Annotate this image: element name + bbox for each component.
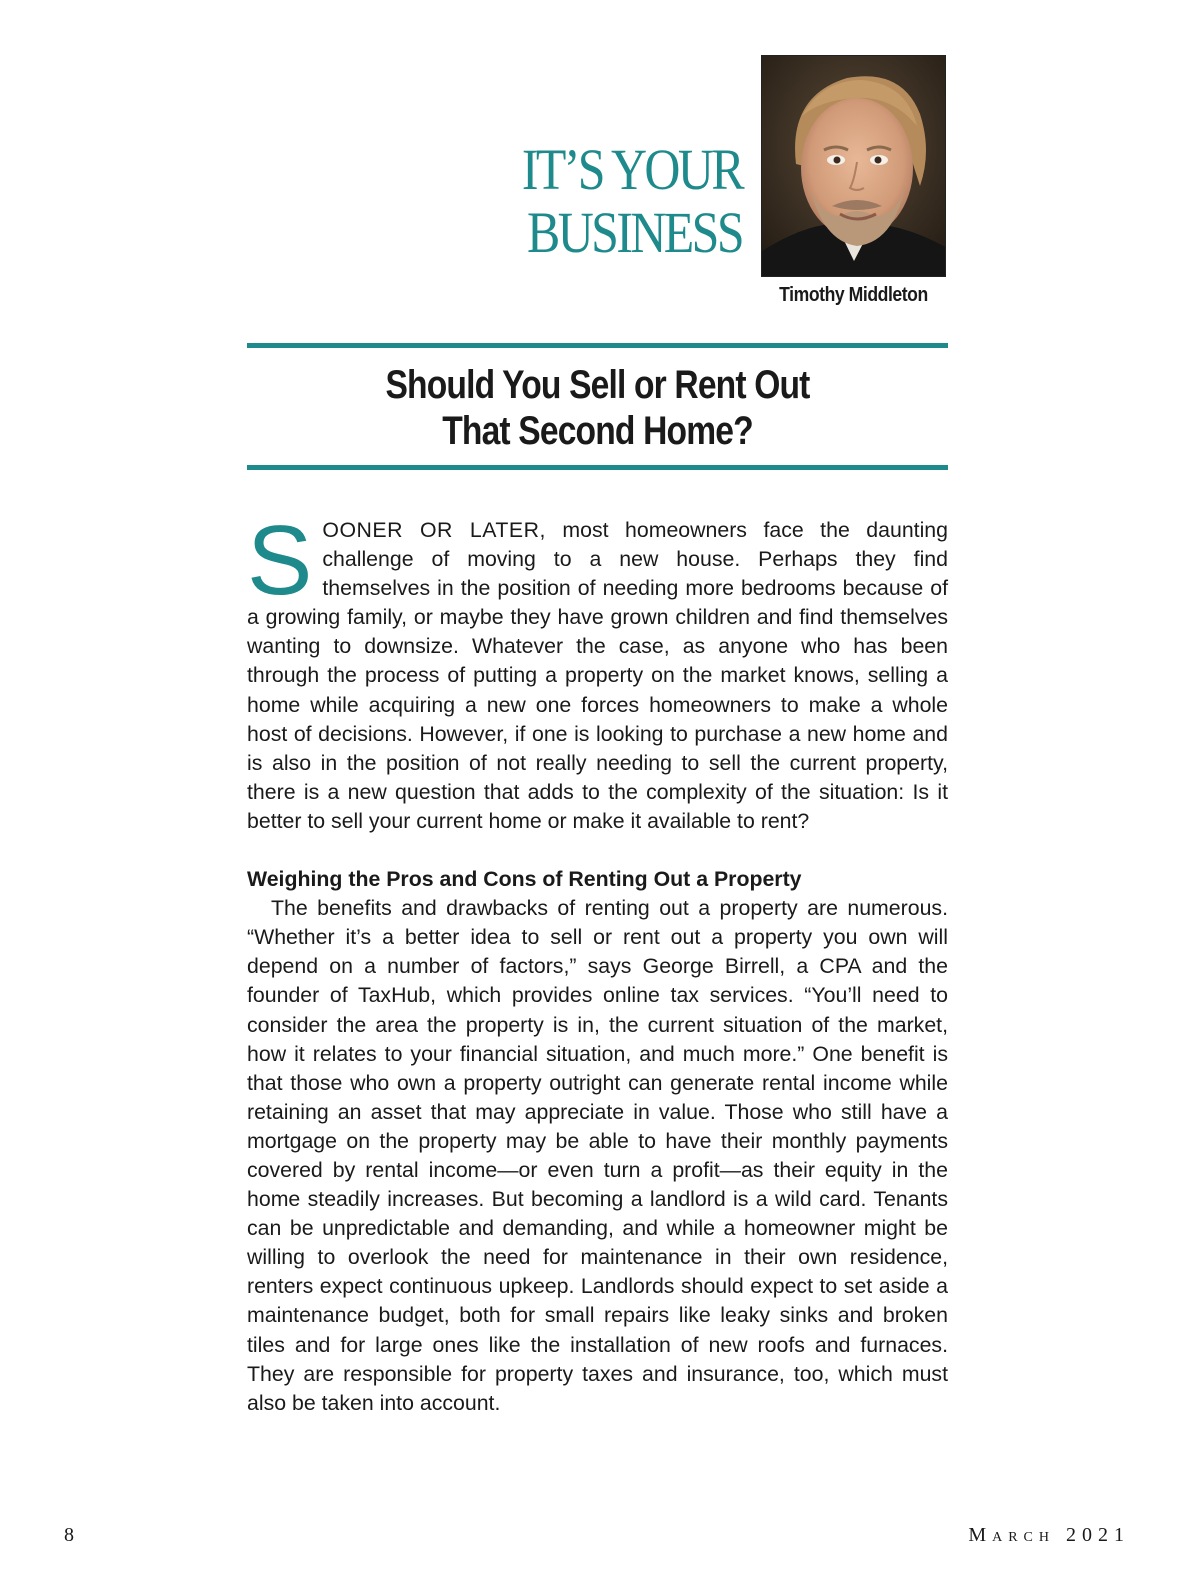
article-subhead: Weighing the Pros and Cons of Renting Out a Property (247, 867, 802, 892)
author-photo (761, 55, 946, 277)
column-title (522, 138, 742, 264)
article-paragraph-1 (247, 505, 948, 836)
column-title-line1: IT’S YOUR (521, 137, 742, 202)
column-title-line2: BUSINESS (527, 200, 742, 265)
headline-top-rule (247, 343, 948, 348)
lead-words: OONER OR LATER, (322, 518, 546, 542)
article-headline (247, 362, 948, 454)
headline-bottom-rule (247, 465, 948, 470)
drop-cap: S (247, 505, 313, 615)
article-paragraph-2: The benefits and drawbacks of renting out a property are numerous. “Whether it’s a better idea to sell or rent out a property you own will depend on a number of factors,” says George Birrell, a CPA and the founder of TaxHub, which provides online tax services. “You’ll need to consider the area the property is in, the current situation of the market, how it relates to your financial situation, and much more.” One benefit is that those who own a property outright can generate rental income while retaining an asset that may appreciate in value. Those who still have a mortgage on the property may be able to have their monthly payments covered by rental income—or even turn a profit—as their equity in the home steadily increases. But becoming a landlord is a wild card. Tenants can be unpredictable and demanding, and while a homeowner might be willing to overlook the need for maintenance in their own residence, renters expect continuous upkeep. Landlords should expect to set aside a maintenance budget, both for small repairs like leaky sinks and broken tiles and for large ones like the installation of new roofs and furnaces. They are responsible for property taxes and insurance, too, which must also be taken into account. (247, 896, 948, 1415)
paragraph-1-text: most homeowners face the daunting challenge of moving to a new house. Perhaps they find themselves in the position of needing more bedrooms because of a growing family, or maybe they have grown children and find themselves wanting to downsize. Whatever the case, as anyone who has been through the process of putting a property on the market knows, selling a home while acquiring a new one forces homeowners to make a whole host of decisions. However, if one is looking to purchase a new home and is also in the position of not really needing to sell the current property, there is a new question that adds to the complexity of the situation: Is it better to sell your current home or make it available to rent? (247, 518, 948, 833)
headline-line2: That Second Home? (442, 409, 753, 453)
issue-date: March 2021 (968, 1524, 1130, 1546)
author-name: Timothy Middleton (779, 284, 928, 306)
article-body (247, 505, 948, 1418)
page-number: 8 (64, 1524, 76, 1546)
headline-line1: Should You Sell or Rent Out (385, 363, 810, 407)
